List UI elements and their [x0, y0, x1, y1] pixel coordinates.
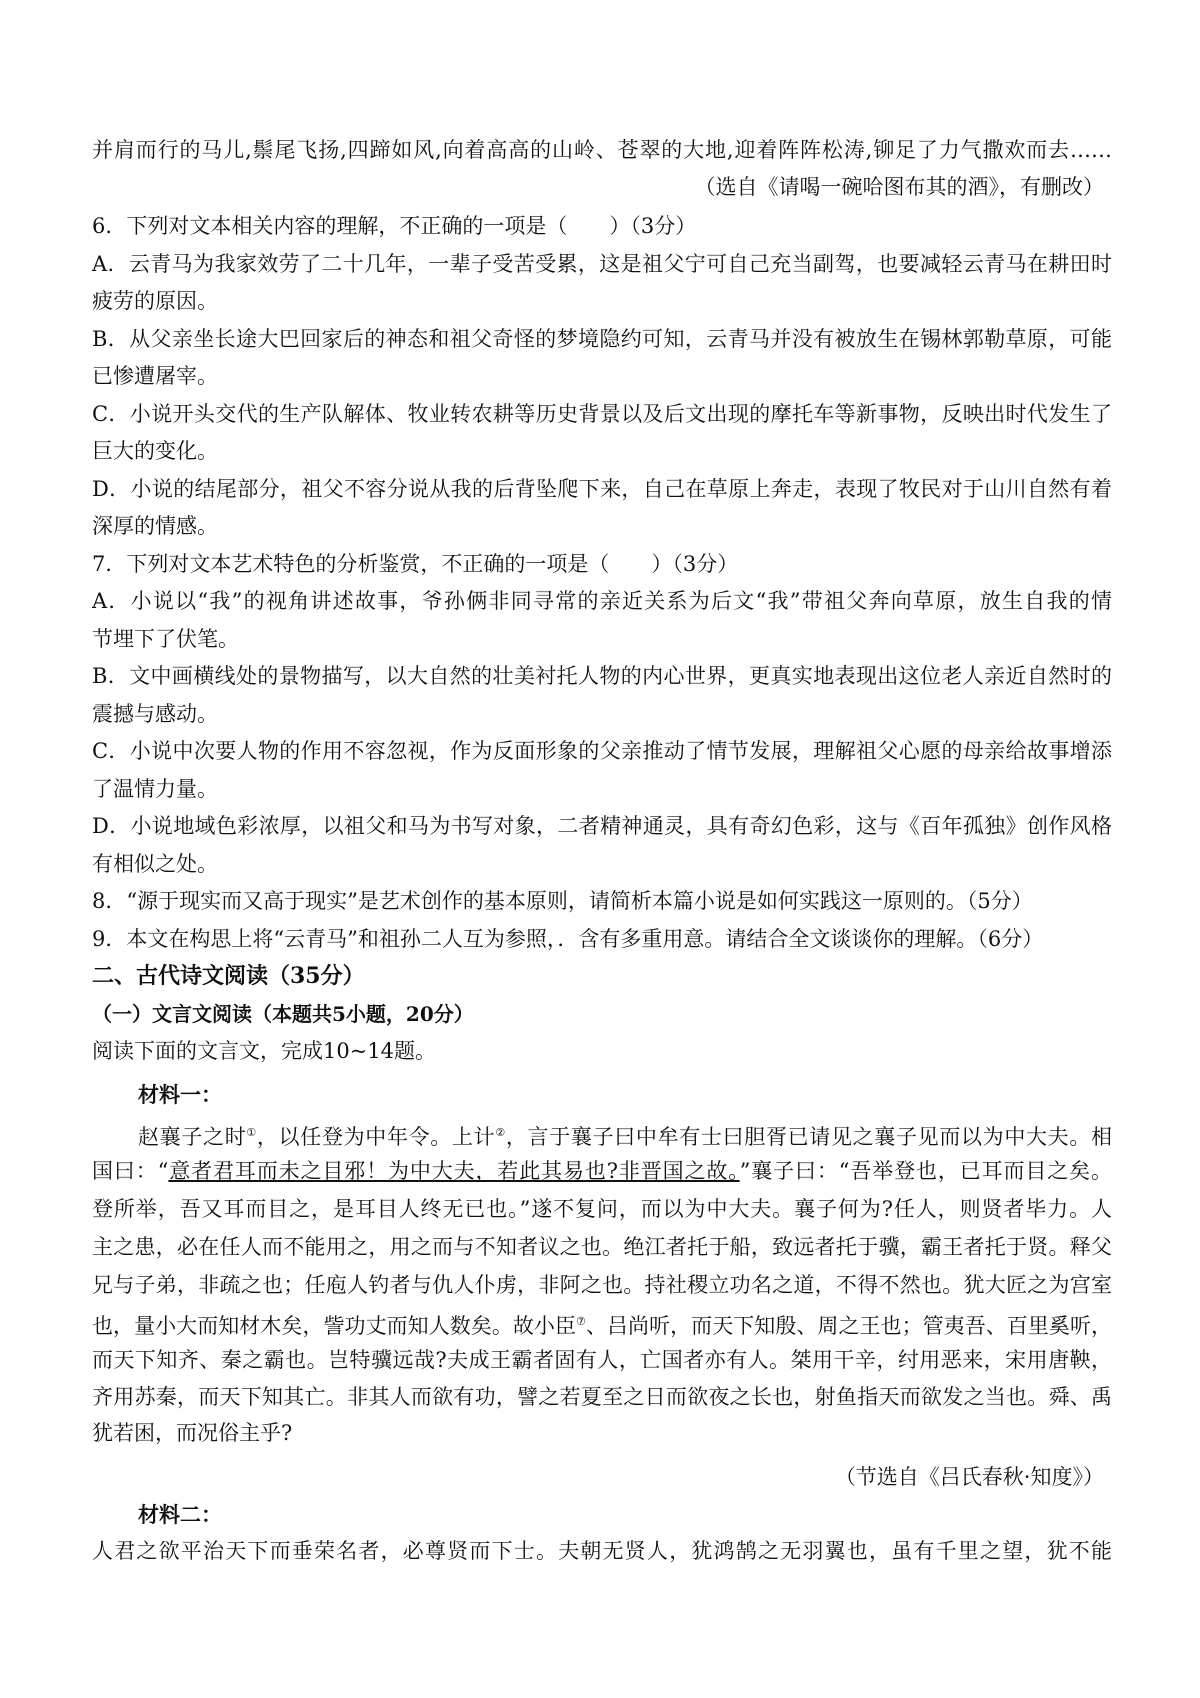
material-1-source: （节选自《吕氏春秋·知度》） — [834, 1465, 1104, 1489]
passage-source: （选自《请喝一碗哈图布其的酒》，有删改） — [694, 175, 1104, 199]
question-9: 9．本文在构思上将“云青马”和祖孙二人互为参照，．含有多重用意。请结合全文谈谈你的理解。（6分） — [92, 927, 1044, 951]
footnote-marker: ② — [495, 1126, 506, 1139]
question-6: 6．下列对文本相关内容的理解，不正确的一项是（ ）（3分） — [92, 214, 697, 238]
q7-option-d-cont: 有相似之处。 — [92, 852, 218, 876]
text: ，言于襄子曰中牟有士曰胆胥已请见之襄子见而以为中大夫。相 — [505, 1125, 1113, 1149]
material-1-label: 材料一： — [138, 1082, 222, 1107]
q7-option-b-cont: 震撼与感动。 — [92, 702, 218, 726]
q6-option-c: C．小说开头交代的生产队解体、牧业转农耕等历史背景以及后文出现的摩托车等新事物，反映出时代发生了 — [92, 402, 1112, 426]
material-1-line: 犹若困，而况俗主乎? — [92, 1421, 293, 1445]
q7-option-b: B．文中画横线处的景物描写，以大自然的壮美衬托人物的内心世界，更真实地表现出这位老人亲近自然时的 — [92, 664, 1112, 688]
passage-line: 并肩而行的马儿,鬃尾飞扬,四蹄如风,向着高高的山岭、苍翠的大地,迎着阵阵松涛,铆足了力气撒欢而去…… — [92, 138, 1112, 162]
material-1-line — [92, 1307, 1112, 1341]
material-1-line — [92, 1156, 1112, 1186]
material-1-line: 齐用苏秦，而天下知其亡。非其人而欲有功，譬之若夏至之日而欲夜之长也，射鱼指天而欲发之当也。舜、禹 — [92, 1385, 1112, 1409]
material-1-line: 而天下知齐、秦之霸也。岂特骥远哉?夫成王霸者固有人，亡国者亦有人。桀用干辛，纣用恶来，宋用唐鞅， — [92, 1348, 1112, 1372]
material-1-line: 登所举，吾又耳而目之，是耳目人终无已也。”遂不复问，而以为中大夫。襄子何为?任人，则贤者毕力。人 — [92, 1197, 1112, 1221]
q6-option-b: B．从父亲坐长途大巴回家后的神态和祖父奇怪的梦境隐约可知，云青马并没有被放生在锡林郭勒草原，可能 — [92, 327, 1112, 351]
q6-option-d: D．小说的结尾部分，祖父不容分说从我的后背坠爬下来，自己在草原上奔走，表现了牧民对于山川自然有着 — [92, 477, 1112, 501]
text: 、吕尚听，而天下知殷、周之王也；管夷吾、百里奚听， — [585, 1314, 1112, 1338]
text: 赵襄子之时 — [138, 1125, 247, 1149]
q6-option-a-cont: 疲劳的原因。 — [92, 289, 218, 313]
text: ”襄子曰：“吾举登也，已耳而目之矣。 — [739, 1159, 1112, 1183]
material-2-line: 人君之欲平治天下而垂荣名者，必尊贤而下士。夫朝无贤人，犹鸿鹄之无羽翼也，虽有千里之望，犹不能 — [92, 1539, 1112, 1563]
material-1-line — [138, 1118, 1112, 1152]
section-title: 二、古代诗文阅读（35分） — [92, 963, 365, 989]
q6-option-c-cont: 巨大的变化。 — [92, 439, 218, 463]
underlined-sentence: 意者君耳而未之目邪！为中大夫，若此其易也?非晋国之故。 — [168, 1159, 740, 1183]
footnote-marker: ⑦ — [576, 1315, 586, 1328]
material-1-line: 兄与子弟，非疏之也；任庖人钓者与仇人仆虏，非阿之也。持社稷立功名之道，不得不然也。犹大匠之为宫室 — [92, 1273, 1112, 1297]
q7-option-c: C．小说中次要人物的作用不容忽视，作为反面形象的父亲推动了情节发展，理解祖父心愿的母亲给故事增添 — [92, 739, 1112, 763]
q6-option-a: A．云青马为我家效劳了二十几年，一辈子受苦受累，这是祖父宁可自己充当副驾，也要减轻云青马在耕田时 — [92, 252, 1112, 276]
text: 也，量小大而知材木矣，訾功丈而知人数矣。故小臣 — [92, 1314, 577, 1338]
question-7: 7．下列对文本艺术特色的分析鉴赏，不正确的一项是（ ）（3分） — [92, 552, 739, 576]
footnote-marker: ① — [246, 1126, 257, 1139]
q7-option-a-cont: 节埋下了伏笔。 — [92, 627, 239, 651]
subsection-title: （一）文言文阅读（本题共5小题，20分） — [92, 1002, 474, 1026]
material-1-line: 主之患，必在任人而不能用之，用之而与不知者议之也。绝江者托于船，致远者托于骥，霸王者托于贤。释父 — [92, 1235, 1112, 1259]
q6-option-d-cont: 深厚的情感。 — [92, 514, 218, 538]
question-8: 8．“源于现实而又高于现实”是艺术创作的基本原则，请简析本篇小说是如何实践这一原则的。（5分） — [92, 889, 1033, 913]
material-2-label: 材料二： — [138, 1502, 222, 1527]
text: ，以任登为中年令。上计 — [256, 1125, 496, 1149]
q7-option-c-cont: 了温情力量。 — [92, 777, 218, 801]
instruction: 阅读下面的文言文，完成10~14题。 — [92, 1039, 437, 1063]
q6-option-b-cont: 已惨遭屠宰。 — [92, 364, 218, 388]
text: 国曰：“ — [92, 1159, 169, 1183]
q7-option-d: D．小说地域色彩浓厚，以祖父和马为书写对象，二者精神通灵，具有奇幻色彩，这与《百年孤独》创作风格 — [92, 814, 1112, 838]
q7-option-a: A．小说以“我”的视角讲述故事，爷孙俩非同寻常的亲近关系为后文“我”带祖父奔向草原，放生自我的情 — [92, 589, 1112, 613]
